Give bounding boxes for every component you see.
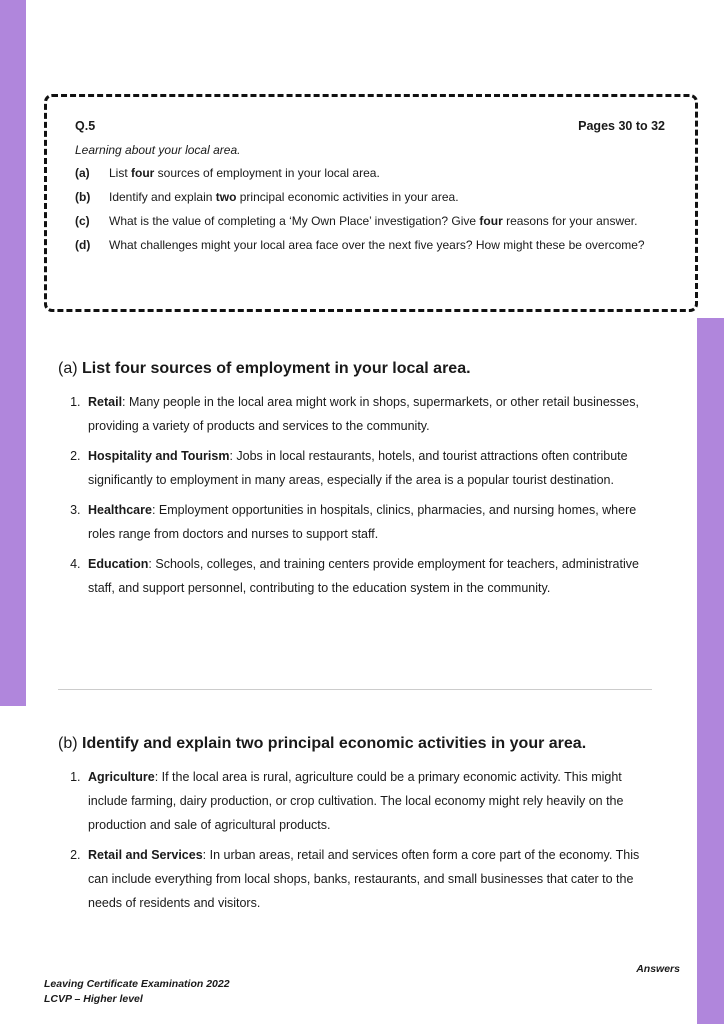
part-text: What challenges might your local area face over the next five years? How might these be overcome? — [109, 238, 645, 252]
answer-list — [58, 390, 658, 600]
list-item: 2. Hospitality and Tourism: Jobs in local restaurants, hotels, and tourist attractions often contribute significantly to employment in many areas, especially if the area is a popular tourist destination. — [84, 444, 658, 492]
list-item: 3. Healthcare: Employment opportunities in hospitals, clinics, pharmacies, and nursing homes, where roles range from doctors and nurses to support staff. — [84, 498, 658, 546]
part-label: (a) — [75, 166, 90, 180]
footer-exam-level: LCVP – Higher level — [44, 993, 143, 1005]
part-text: What is the value of completing a ‘My Own Place’ investigation? Give four reasons for your answer. — [109, 214, 638, 228]
question-part — [75, 189, 665, 205]
question-part — [75, 213, 665, 229]
question-intro: Learning about your local area. — [75, 143, 241, 157]
part-label: (d) — [75, 238, 91, 252]
list-item: 2. Retail and Services: In urban areas, retail and services often form a core part of the economy. This can include everything from local shops, banks, restaurants, and small businesses that cater to the needs of residents and visitors. — [84, 843, 658, 915]
section-heading: (b) Identify and explain two principal economic activities in your area. — [58, 735, 587, 752]
page-reference: Pages 30 to 32 — [578, 119, 665, 133]
footer-exam-info — [44, 977, 230, 1007]
footer-answers-label: Answers — [636, 963, 680, 975]
section-heading: (a) List four sources of employment in your local area. — [58, 360, 471, 377]
list-item: 1. Agriculture: If the local area is rural, agriculture could be a primary economic activity. This might include farming, dairy production, or crop cultivation. The local economy might rely heavily on the production and sale of agricultural products. — [84, 765, 658, 837]
list-item: 4. Education: Schools, colleges, and training centers provide employment for teachers, administrative staff, and support personnel, contributing to the education system in the community. — [84, 552, 658, 600]
answer-list — [58, 765, 658, 915]
question-number: Q.5 — [75, 119, 96, 133]
question-part — [75, 237, 665, 253]
answer-section-a — [58, 360, 658, 606]
part-text: List four sources of employment in your local area. — [109, 166, 380, 180]
answer-section-b — [58, 735, 658, 921]
question-box — [44, 94, 698, 312]
part-label: (c) — [75, 214, 90, 228]
section-divider — [58, 689, 652, 690]
part-label: (b) — [75, 190, 91, 204]
part-text: Identify and explain two principal economic activities in your area. — [109, 190, 459, 204]
left-accent-bar — [0, 0, 26, 706]
question-part — [75, 165, 665, 181]
right-accent-bar — [697, 318, 724, 1024]
footer-exam-title: Leaving Certificate Examination 2022 — [44, 978, 230, 990]
question-header — [75, 119, 665, 133]
list-item: 1. Retail: Many people in the local area might work in shops, supermarkets, or other retail businesses, providing a variety of products and services to the community. — [84, 390, 658, 438]
